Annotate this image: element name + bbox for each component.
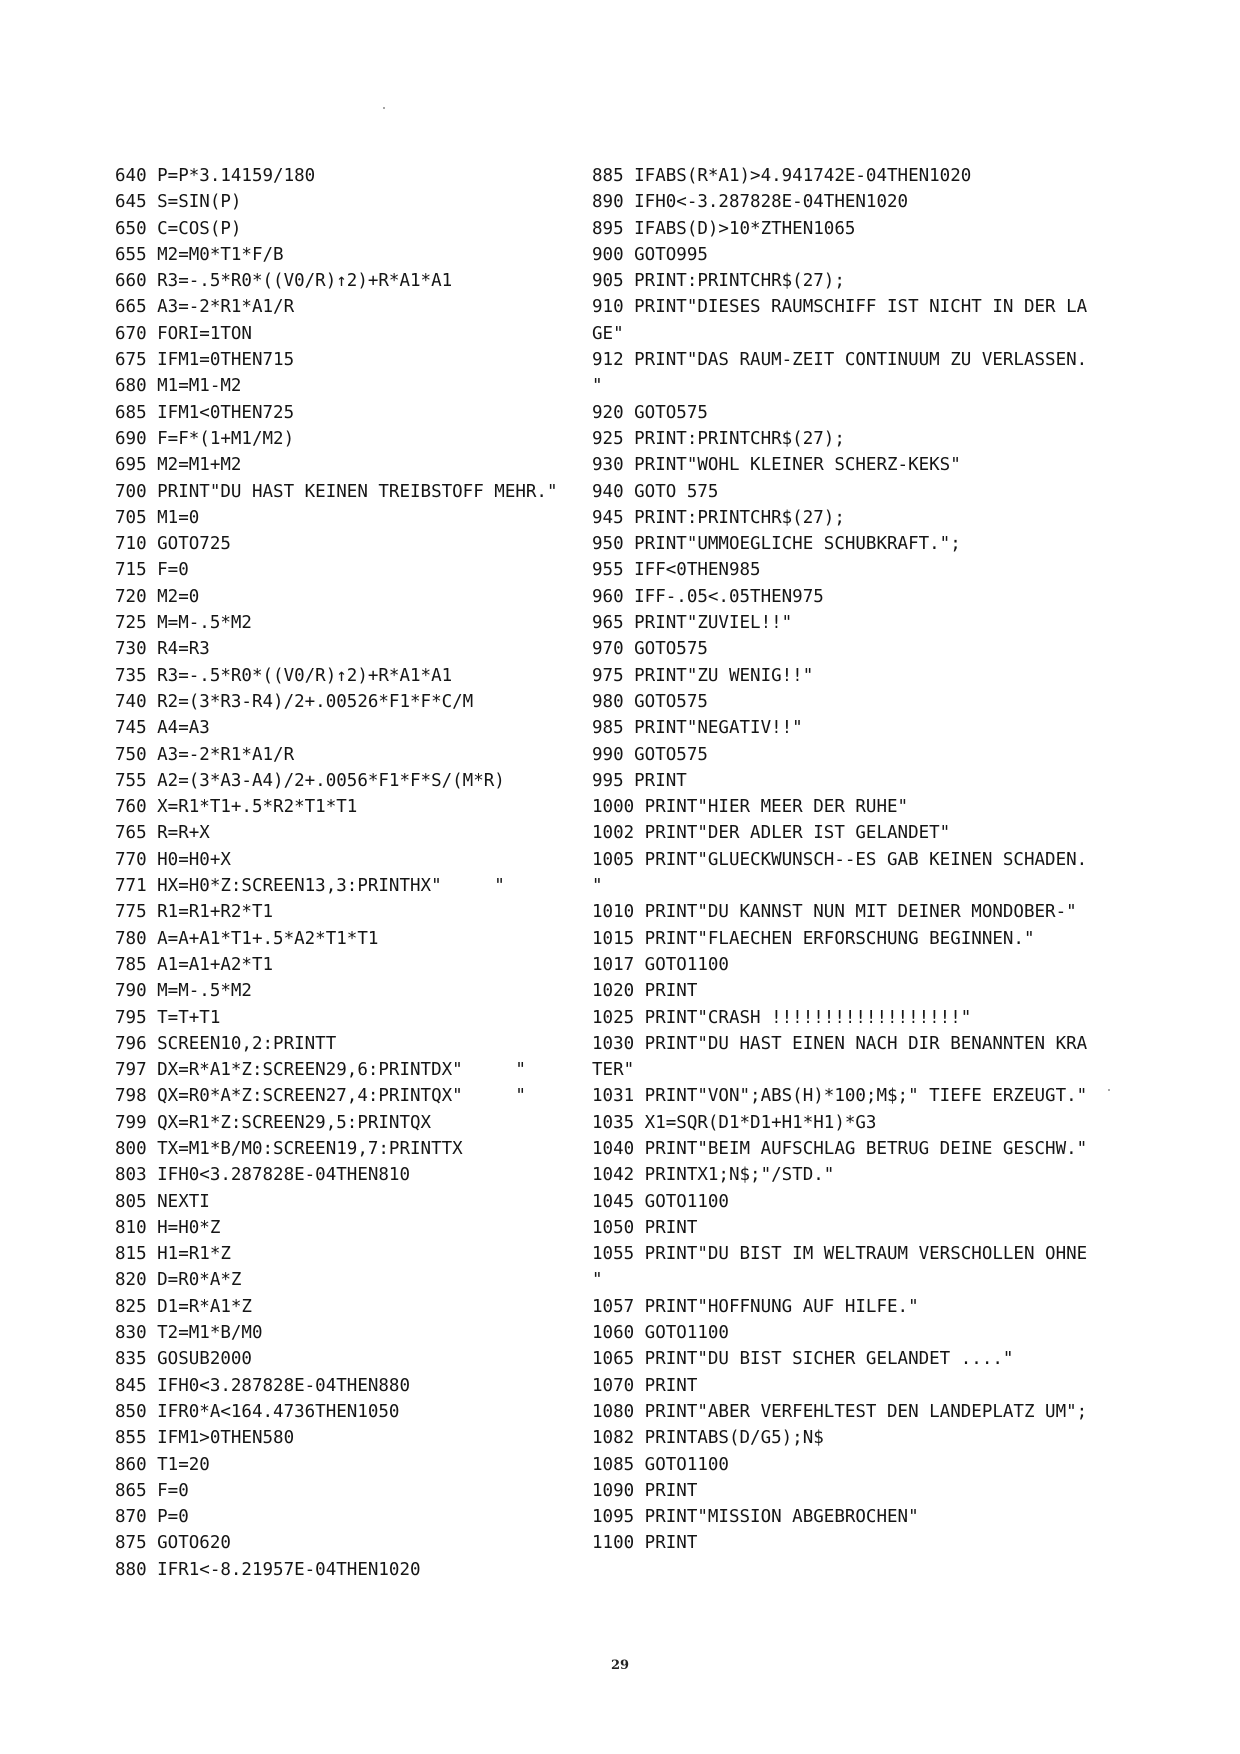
code-line: 880 IFR1<-8.21957E-04THEN1020 [115,1559,421,1580]
code-line: 960 IFF-.05<.05THEN975 [592,586,824,607]
code-line: 930 PRINT"WOHL KLEINER SCHERZ-KEKS" [592,455,961,476]
code-line: 990 GOTO575 [592,744,708,765]
code-line: 890 IFH0<-3.287828E-04THEN1020 [592,192,909,213]
code-line: 760 X=R1*T1+.5*R2*T1*T1 [115,797,358,818]
code-line: 710 GOTO725 [115,534,231,555]
code-line: 670 FORI=1TON [115,323,252,344]
code-line: 860 T1=20 [115,1454,210,1475]
code-line: 835 GOSUB2000 [115,1349,252,1370]
code-line: 800 TX=M1*B/M0:SCREEN19,7:PRINTTX [115,1138,463,1159]
code-line: 1090 PRINT [592,1480,698,1501]
code-line: 1050 PRINT [592,1217,698,1238]
code-line: 799 QX=R1*Z:SCREEN29,5:PRINTQX [115,1112,432,1133]
code-line: 940 GOTO 575 [592,481,719,502]
code-line: 798 QX=R0*A*Z:SCREEN27,4:PRINTQX" " [115,1086,526,1107]
code-line: 1002 PRINT"DER ADLER IST GELANDET" [592,823,951,844]
code-line: 1082 PRINTABS(D/G5);N$ [592,1428,824,1449]
code-line: 1055 PRINT"DU BIST IM WELTRAUM VERSCHOLLEN OHNE [592,1244,1088,1265]
code-line: 640 P=P*3.14159/180 [115,166,316,186]
code-line: 725 M=M-.5*M2 [115,613,252,634]
code-line: 740 R2=(3*R3-R4)/2+.00526*F1*F*C/M [115,691,474,712]
code-line: 1045 GOTO1100 [592,1191,729,1212]
code-line: 720 M2=0 [115,586,200,607]
code-line: 735 R3=-.5*R0*((V0/R)↑2)+R*A1*A1 [115,665,453,686]
code-line: 771 HX=H0*Z:SCREEN13,3:PRINTHX" " [115,876,505,897]
code-line: 1035 X1=SQR(D1*D1+H1*H1)*G3 [592,1112,877,1133]
code-line: 970 GOTO575 [592,639,708,660]
code-line: 745 A4=A3 [115,718,210,739]
code-line: 815 H1=R1*Z [115,1244,231,1265]
code-line: 955 IFF<0THEN985 [592,560,761,581]
code-line: 660 R3=-.5*R0*((V0/R)↑2)+R*A1*A1 [115,271,453,292]
code-line: 945 PRINT:PRINTCHR$(27); [592,507,845,528]
code-line: 980 GOTO575 [592,691,708,712]
code-line: 680 M1=M1-M2 [115,376,242,397]
code-line: 925 PRINT:PRINTCHR$(27); [592,428,845,449]
code-line: 875 GOTO620 [115,1533,231,1554]
code-line: 790 M=M-.5*M2 [115,981,252,1002]
code-line: 1000 PRINT"HIER MEER DER RUHE" [592,797,909,818]
code-line: 695 M2=M1+M2 [115,455,242,476]
code-line: 750 A3=-2*R1*A1/R [115,744,295,765]
code-line: " [592,876,603,897]
code-line: 1005 PRINT"GLUECKWUNSCH--ES GAB KEINEN SCHADEN. [592,849,1088,870]
code-line: 655 M2=M0*T1*F/B [115,244,284,265]
code-line: 985 PRINT"NEGATIV!!" [592,718,803,739]
code-line: 1100 PRINT [592,1533,698,1554]
code-line: TER" [592,1060,635,1081]
code-line: 1085 GOTO1100 [592,1454,729,1475]
code-line: 1031 PRINT"VON";ABS(H)*100;M$;" TIEFE ERZEUGT." [592,1086,1088,1107]
code-line: 685 IFM1<0THEN725 [115,402,295,423]
code-line: 665 A3=-2*R1*A1/R [115,297,295,318]
code-line: 1030 PRINT"DU HAST EINEN NACH DIR BENANNTEN KRA [592,1033,1088,1054]
code-line: 1040 PRINT"BEIM AUFSCHLAG BETRUG DEINE GESCHW." [592,1138,1088,1159]
code-line: 1042 PRINTX1;N$;"/STD." [592,1165,835,1186]
code-line: 905 PRINT:PRINTCHR$(27); [592,271,845,292]
code-line: 730 R4=R3 [115,639,210,660]
code-line: 775 R1=R1+R2*T1 [115,902,274,923]
code-line: 1025 PRINT"CRASH !!!!!!!!!!!!!!!!!!" [592,1007,972,1028]
code-line: 965 PRINT"ZUVIEL!!" [592,613,793,634]
code-line: 700 PRINT"DU HAST KEINEN TREIBSTOFF MEHR." [115,481,558,502]
code-line: 755 A2=(3*A3-A4)/2+.0056*F1*F*S/(M*R) [115,770,505,791]
code-line: 870 P=0 [115,1507,189,1528]
code-line: 645 S=SIN(P) [115,192,242,213]
code-line: 785 A1=A1+A2*T1 [115,954,274,975]
code-line: 1057 PRINT"HOFFNUNG AUF HILFE." [592,1296,919,1317]
code-line: " [592,376,603,397]
code-line: 895 IFABS(D)>10*ZTHEN1065 [592,218,856,239]
code-line: 975 PRINT"ZU WENIG!!" [592,665,814,686]
scan-speck [1108,1089,1110,1091]
code-line: 850 IFR0*A<164.4736THEN1050 [115,1401,400,1422]
code-line: " [592,1270,603,1291]
code-line: 675 IFM1=0THEN715 [115,350,295,371]
code-line: 810 H=H0*Z [115,1217,221,1238]
code-line: GE" [592,323,624,344]
code-line: 995 PRINT [592,770,687,791]
code-line: 1095 PRINT"MISSION ABGEBROCHEN" [592,1507,919,1528]
code-line: 1020 PRINT [592,981,698,1002]
code-line: 796 SCREEN10,2:PRINTT [115,1033,337,1054]
code-line: 1070 PRINT [592,1375,698,1396]
code-line: 830 T2=M1*B/M0 [115,1323,263,1344]
code-line: 715 F=0 [115,560,189,581]
code-line: 885 IFABS(R*A1)>4.941742E-04THEN1020 [592,166,972,186]
code-line: 1017 GOTO1100 [592,954,729,975]
code-line: 950 PRINT"UMMOEGLICHE SCHUBKRAFT."; [592,534,961,555]
code-line: 1065 PRINT"DU BIST SICHER GELANDET ...." [592,1349,1014,1370]
code-line: 805 NEXTI [115,1191,210,1212]
code-line: 855 IFM1>0THEN580 [115,1428,295,1449]
code-line: 770 H0=H0+X [115,849,231,870]
code-line: 900 GOTO995 [592,244,708,265]
code-line: 1010 PRINT"DU KANNST NUN MIT DEINER MONDOBER-" [592,902,1077,923]
code-line: 1080 PRINT"ABER VERFEHLTEST DEN LANDEPLATZ UM"; [592,1401,1088,1422]
code-line: 920 GOTO575 [592,402,708,423]
code-line: 820 D=R0*A*Z [115,1270,242,1291]
code-line: 865 F=0 [115,1480,189,1501]
code-line: 912 PRINT"DAS RAUM-ZEIT CONTINUUM ZU VERLASSEN. [592,350,1088,371]
code-line: 765 R=R+X [115,823,210,844]
code-line: 845 IFH0<3.287828E-04THEN880 [115,1375,411,1396]
code-line: 705 M1=0 [115,507,200,528]
code-line: 650 C=COS(P) [115,218,242,239]
code-line: 797 DX=R*A1*Z:SCREEN29,6:PRINTDX" " [115,1060,526,1081]
code-line: 825 D1=R*A1*Z [115,1296,252,1317]
code-line: 1015 PRINT"FLAECHEN ERFORSCHUNG BEGINNEN." [592,928,1035,949]
code-line: 910 PRINT"DIESES RAUMSCHIFF IST NICHT IN DER LA [592,297,1088,318]
code-listing-left-column [115,163,570,1583]
code-line: 803 IFH0<3.287828E-04THEN810 [115,1165,411,1186]
code-line: 795 T=T+T1 [115,1007,221,1028]
code-line: 690 F=F*(1+M1/M2) [115,428,295,449]
scan-speck [383,107,385,109]
code-line: 1060 GOTO1100 [592,1323,729,1344]
code-line: 780 A=A+A1*T1+.5*A2*T1*T1 [115,928,379,949]
page-number: 29 [610,1658,630,1673]
code-listing-right-column [592,163,1112,1557]
